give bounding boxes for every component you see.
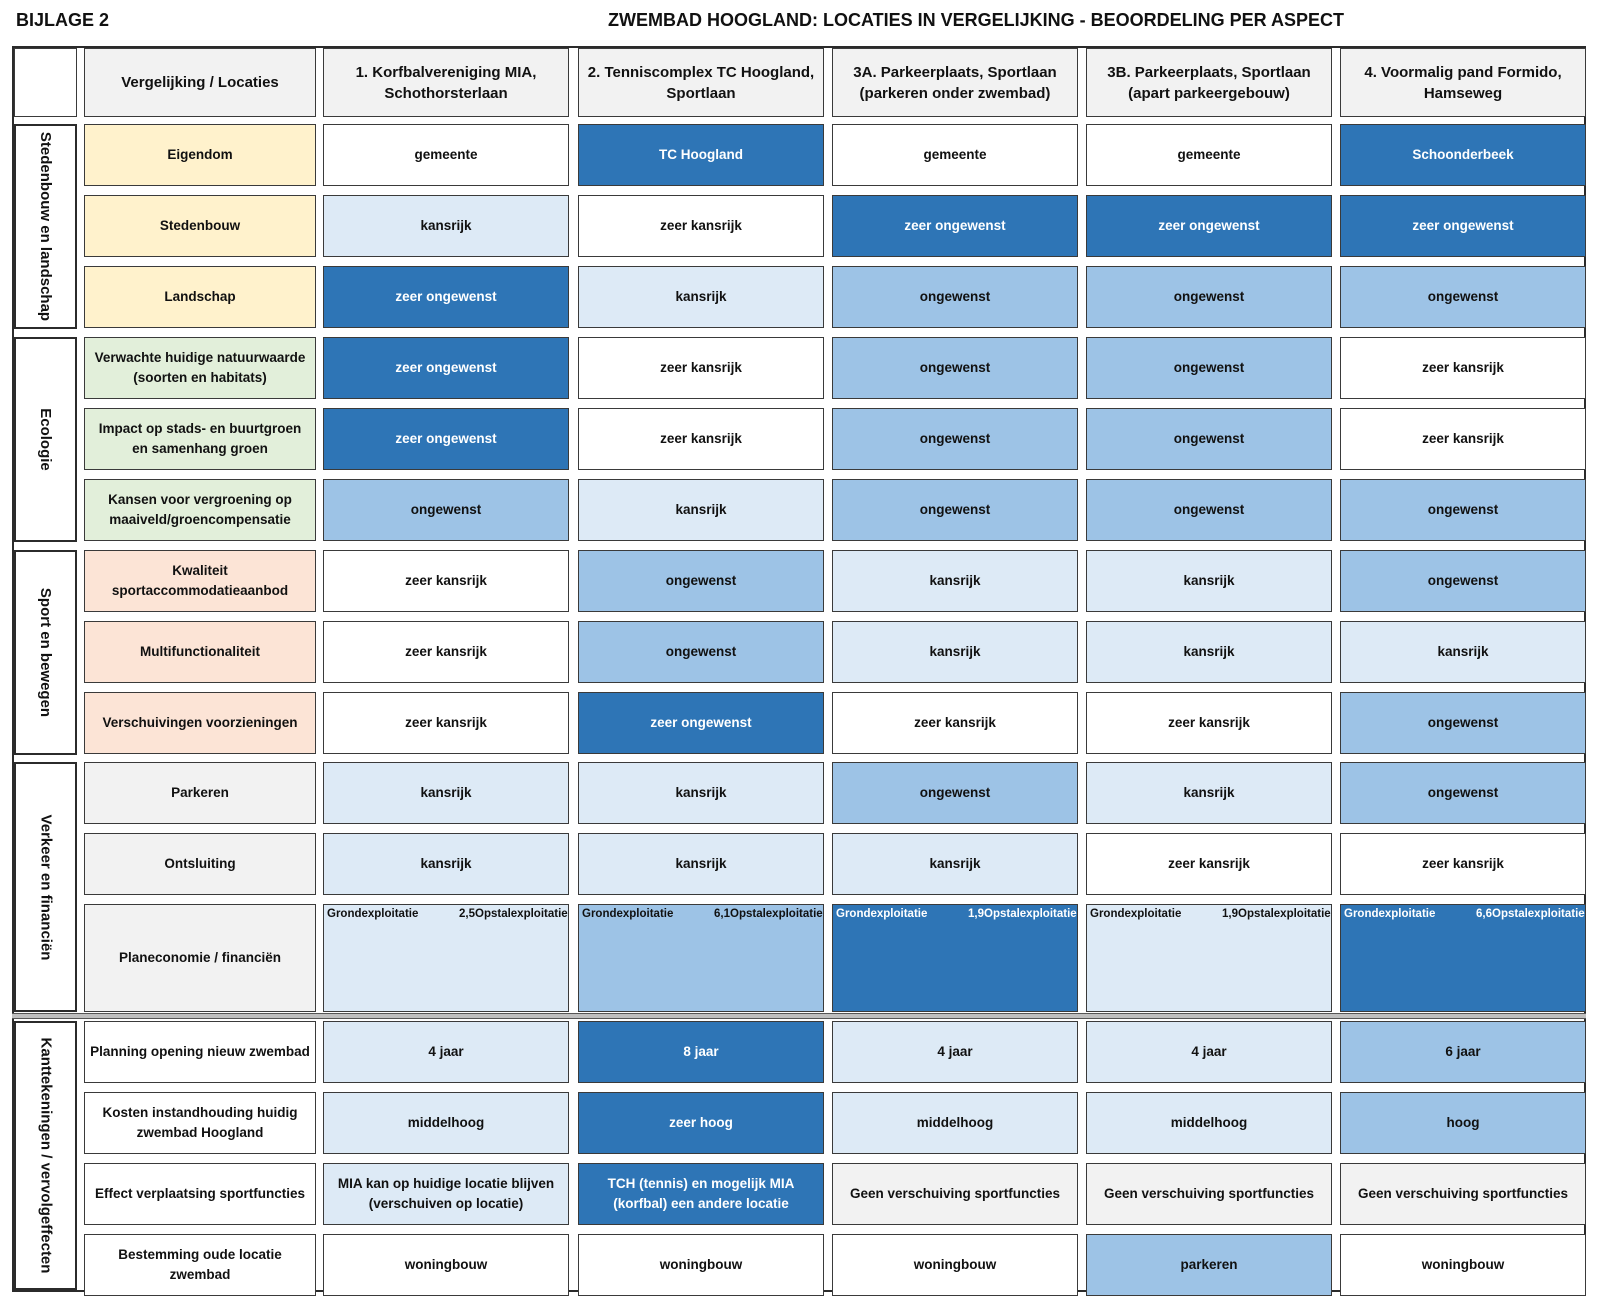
rating-cell-location-3a: middelhoog (832, 1092, 1078, 1154)
finance-label: Grondexploitatie (582, 908, 674, 920)
rating-cell-location-3b: ongewenst (1086, 337, 1332, 399)
rating-cell-location-4: zeer kansrijk (1340, 833, 1586, 895)
rating-cell-location-3b: zeer ongewenst (1086, 195, 1332, 257)
finance-label: Opstalexploitatie (730, 908, 823, 920)
aspect-label: Stedenbouw (84, 195, 316, 257)
header-location-4: 4. Voormalig pand Formido, Hamseweg (1340, 48, 1586, 117)
rating-cell-location-2: kansrijk (578, 479, 824, 541)
rating-cell-location-4: zeer kansrijk (1340, 408, 1586, 470)
rating-cell-location-4: Geen verschuiving sportfuncties (1340, 1163, 1586, 1225)
rating-cell-location-4: kansrijk (1340, 621, 1586, 683)
finance-line (1344, 906, 1492, 923)
rating-cell-location-2: zeer hoog (578, 1092, 824, 1154)
rating-cell-location-3b: zeer kansrijk (1086, 692, 1332, 754)
finance-line (836, 906, 984, 923)
aspect-label: Planeconomie / financiën (84, 904, 316, 1012)
rating-cell-location-4: ongewenst (1340, 692, 1586, 754)
finance-label: Grondexploitatie (1344, 908, 1436, 920)
rating-cell-location-3a: kansrijk (832, 833, 1078, 895)
rating-cell-location-4: 6 jaar (1340, 1021, 1586, 1083)
rating-cell-location-2: TCH (tennis) en mogelijk MIA (korfbal) een andere locatie (578, 1163, 824, 1225)
finance-cell-location-4 (1340, 904, 1586, 1012)
finance-value: 6,6 (1476, 908, 1492, 920)
finance-cell-location-2 (578, 904, 824, 1012)
rating-cell-location-3b: kansrijk (1086, 550, 1332, 612)
header-location-3a: 3A. Parkeerplaats, Sportlaan (parkeren onder zwembad) (832, 48, 1078, 117)
rating-cell-location-3a: ongewenst (832, 479, 1078, 541)
aspect-label: Multifunctionaliteit (84, 621, 316, 683)
aspect-label: Landschap (84, 266, 316, 328)
rating-cell-location-1: MIA kan op huidige locatie blijven (verschuiven op locatie) (323, 1163, 569, 1225)
rating-cell-location-3b: gemeente (1086, 124, 1332, 186)
rating-cell-location-1: zeer ongewenst (323, 337, 569, 399)
finance-line (1090, 906, 1238, 923)
finance-value: 2,5 (459, 908, 475, 920)
aspect-label: Kosten instandhouding huidig zwembad Hoogland (84, 1092, 316, 1154)
corner-empty-cell (14, 48, 77, 117)
header-location-1: 1. Korfbalvereniging MIA, Schothorsterlaan (323, 48, 569, 117)
rating-cell-location-3b: ongewenst (1086, 408, 1332, 470)
finance-line (984, 906, 1078, 923)
rating-cell-location-3b: ongewenst (1086, 266, 1332, 328)
aspect-label: Verschuivingen voorzieningen (84, 692, 316, 754)
finance-label: Grondexploitatie (327, 908, 419, 920)
aspect-label: Kansen voor vergroening op maaiveld/groencompensatie (84, 479, 316, 541)
aspect-label: Effect verplaatsing sportfuncties (84, 1163, 316, 1225)
rating-cell-location-3a: ongewenst (832, 266, 1078, 328)
rating-cell-location-3b: kansrijk (1086, 621, 1332, 683)
rating-cell-location-4: ongewenst (1340, 479, 1586, 541)
aspect-label: Eigendom (84, 124, 316, 186)
rating-cell-location-3b: Geen verschuiving sportfuncties (1086, 1163, 1332, 1225)
appendix-label: BIJLAGE 2 (16, 10, 110, 30)
rating-cell-location-4: ongewenst (1340, 266, 1586, 328)
rating-cell-location-1: zeer kansrijk (323, 550, 569, 612)
rating-cell-location-4: zeer kansrijk (1340, 337, 1586, 399)
finance-cell-location-3a (832, 904, 1078, 1012)
rating-cell-location-2: zeer kansrijk (578, 195, 824, 257)
header-vergelijking: Vergelijking / Locaties (84, 48, 316, 117)
rating-cell-location-3a: zeer ongewenst (832, 195, 1078, 257)
finance-line (1238, 906, 1332, 923)
finance-line (1492, 906, 1586, 923)
rating-cell-location-3a: ongewenst (832, 337, 1078, 399)
rating-cell-location-3a: ongewenst (832, 408, 1078, 470)
finance-label: Grondexploitatie (836, 908, 928, 920)
rating-cell-location-3a: 4 jaar (832, 1021, 1078, 1083)
rating-cell-location-3a: zeer kansrijk (832, 692, 1078, 754)
rating-cell-location-3b: ongewenst (1086, 479, 1332, 541)
aspect-label: Bestemming oude locatie zwembad (84, 1234, 316, 1296)
rating-cell-location-4: woningbouw (1340, 1234, 1586, 1296)
category-stedenbouw: Stedenbouw en landschap (14, 124, 77, 329)
rating-cell-location-1: kansrijk (323, 195, 569, 257)
finance-label: Opstalexploitatie (475, 908, 568, 920)
rating-cell-location-4: ongewenst (1340, 762, 1586, 824)
rating-cell-location-3a: kansrijk (832, 550, 1078, 612)
rating-cell-location-1: ongewenst (323, 479, 569, 541)
category-sport: Sport en bewegen (14, 550, 77, 755)
aspect-label: Impact op stads- en buurtgroen en samenhang groen (84, 408, 316, 470)
rating-cell-location-1: zeer kansrijk (323, 692, 569, 754)
finance-value: 1,9 (1222, 908, 1238, 920)
header-location-3b: 3B. Parkeerplaats, Sportlaan (apart parkeergebouw) (1086, 48, 1332, 117)
finance-label: Opstalexploitatie (1238, 908, 1331, 920)
header-location-2: 2. Tenniscomplex TC Hoogland, Sportlaan (578, 48, 824, 117)
rating-cell-location-1: kansrijk (323, 762, 569, 824)
aspect-label: Ontsluiting (84, 833, 316, 895)
finance-cell-location-3b (1086, 904, 1332, 1012)
rating-cell-location-2: zeer kansrijk (578, 337, 824, 399)
rating-cell-location-3a: woningbouw (832, 1234, 1078, 1296)
rating-cell-location-1: 4 jaar (323, 1021, 569, 1083)
rating-cell-location-3a: ongewenst (832, 762, 1078, 824)
rating-cell-location-3b: parkeren (1086, 1234, 1332, 1296)
rating-cell-location-2: zeer kansrijk (578, 408, 824, 470)
rating-cell-location-2: zeer ongewenst (578, 692, 824, 754)
finance-value: 1,9 (968, 908, 984, 920)
rating-cell-location-3b: zeer kansrijk (1086, 833, 1332, 895)
category-ecologie: Ecologie (14, 337, 77, 542)
rating-cell-location-3b: 4 jaar (1086, 1021, 1332, 1083)
category-kanttekeningen: Kanttekeningen / vervolgeffecten (14, 1021, 77, 1290)
aspect-label: Planning opening nieuw zwembad (84, 1021, 316, 1083)
rating-cell-location-2: 8 jaar (578, 1021, 824, 1083)
rating-cell-location-1: zeer kansrijk (323, 621, 569, 683)
aspect-label: Verwachte huidige natuurwaarde (soorten en habitats) (84, 337, 316, 399)
aspect-label: Kwaliteit sportaccommodatieaanbod (84, 550, 316, 612)
rating-cell-location-3a: gemeente (832, 124, 1078, 186)
rating-cell-location-1: woningbouw (323, 1234, 569, 1296)
rating-cell-location-2: TC Hoogland (578, 124, 824, 186)
finance-label: Opstalexploitatie (984, 908, 1077, 920)
rating-cell-location-1: middelhoog (323, 1092, 569, 1154)
rating-cell-location-4: Schoonderbeek (1340, 124, 1586, 186)
rating-cell-location-1: kansrijk (323, 833, 569, 895)
finance-line (582, 906, 730, 923)
rating-cell-location-4: hoog (1340, 1092, 1586, 1154)
category-verkeer: Verkeer en financiën (14, 762, 77, 1012)
rating-cell-location-4: ongewenst (1340, 550, 1586, 612)
finance-label: Grondexploitatie (1090, 908, 1182, 920)
rating-cell-location-2: ongewenst (578, 550, 824, 612)
finance-cell-location-1 (323, 904, 569, 1012)
rating-cell-location-3b: kansrijk (1086, 762, 1332, 824)
rating-cell-location-3a: kansrijk (832, 621, 1078, 683)
section-separator (12, 1013, 1586, 1019)
rating-cell-location-2: ongewenst (578, 621, 824, 683)
rating-cell-location-1: zeer ongewenst (323, 266, 569, 328)
rating-cell-location-2: kansrijk (578, 266, 824, 328)
finance-line (475, 906, 569, 923)
finance-line (730, 906, 824, 923)
rating-cell-location-4: zeer ongewenst (1340, 195, 1586, 257)
rating-cell-location-3a: Geen verschuiving sportfuncties (832, 1163, 1078, 1225)
rating-cell-location-2: kansrijk (578, 833, 824, 895)
rating-cell-location-1: gemeente (323, 124, 569, 186)
finance-label: Opstalexploitatie (1492, 908, 1585, 920)
rating-cell-location-2: woningbouw (578, 1234, 824, 1296)
page-title: ZWEMBAD HOOGLAND: LOCATIES IN VERGELIJKING - BEOORDELING PER ASPECT (608, 10, 1345, 30)
rating-cell-location-1: zeer ongewenst (323, 408, 569, 470)
finance-value: 6,1 (714, 908, 730, 920)
aspect-label: Parkeren (84, 762, 316, 824)
finance-line (327, 906, 475, 923)
rating-cell-location-2: kansrijk (578, 762, 824, 824)
rating-cell-location-3b: middelhoog (1086, 1092, 1332, 1154)
